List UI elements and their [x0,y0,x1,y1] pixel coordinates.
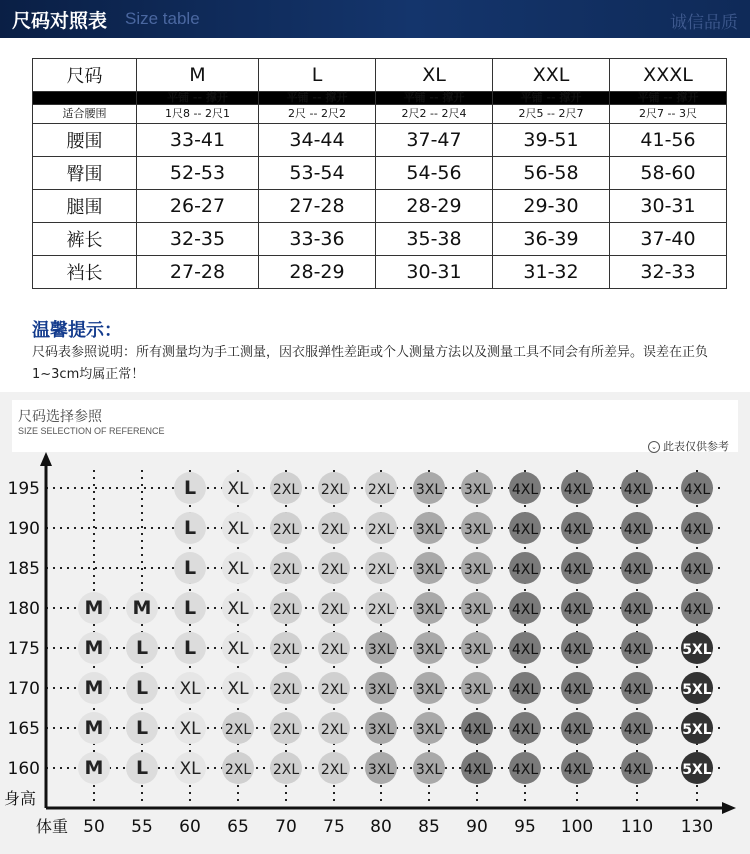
table-cell: 31-32 [493,256,610,289]
size-marker-label: 2XL [320,482,348,498]
size-marker-label: 3XL [463,682,491,698]
size-marker-label: L [135,717,149,739]
header-brand: 诚信品质 [670,13,738,33]
weight-tick-label: 60 [179,817,201,837]
size-marker-label: XL [227,679,249,699]
size-marker-label: 4XL [563,762,591,778]
weight-tick-label: 110 [620,817,654,837]
size-marker-label: 3XL [367,682,395,698]
weight-tick-label: 50 [83,817,105,837]
size-marker-label: 4XL [511,522,539,538]
row-label-rise: 裆长 [33,256,137,289]
size-marker-label: 2XL [272,762,300,778]
size-marker-label: 2XL [224,762,252,778]
table-cell: 37-40 [610,223,727,256]
table-cell: 37-47 [376,124,493,157]
size-marker-label: 4XL [511,762,539,778]
size-marker-label: 4XL [563,482,591,498]
table-cell: 26-27 [137,190,259,223]
size-marker-label: 4XL [511,482,539,498]
size-marker-label: L [135,637,149,659]
table-cell: 56-58 [493,157,610,190]
chevron-down-icon: ⌄ [648,441,660,453]
size-marker-label: 4XL [683,482,711,498]
size-marker-label: 3XL [367,722,395,738]
height-tick-label: 160 [7,759,40,779]
size-marker-label: 2XL [320,522,348,538]
measure-method: 平铺 -- 撑开 [493,92,610,105]
header-title-en: Size table [125,9,200,28]
size-marker-label: 4XL [623,602,651,618]
height-tick-label: 175 [7,639,40,659]
size-marker-label: 2XL [367,562,395,578]
weight-tick-label: 55 [131,817,153,837]
size-marker-label: 5XL [682,682,712,698]
height-tick-label: 165 [7,719,40,739]
size-marker-label: L [135,757,149,779]
size-marker-label: 2XL [367,522,395,538]
y-axis-arrow [40,452,52,466]
size-marker-label: 4XL [511,562,539,578]
size-marker-label: 4XL [683,602,711,618]
size-marker-label: 2XL [272,562,300,578]
size-marker-label: 4XL [511,682,539,698]
size-marker-label: 2XL [320,562,348,578]
size-marker-label: 2XL [272,522,300,538]
size-marker-label: L [183,517,197,539]
size-marker-label: 3XL [415,602,443,618]
size-marker-label: 3XL [415,762,443,778]
size-marker-label: 4XL [683,562,711,578]
table-cell: 28-29 [259,256,376,289]
table-cell: 58-60 [610,157,727,190]
size-marker-label: 3XL [463,642,491,658]
measure-method: 平铺 -- 撑开 [610,92,727,105]
size-col-xxl: XXL [493,59,610,92]
table-cell: 53-54 [259,157,376,190]
size-marker-label: 5XL [682,762,712,778]
table-cell: 29-30 [493,190,610,223]
size-marker-label: 2XL [320,762,348,778]
table-cell: 36-39 [493,223,610,256]
size-marker-label: M [84,757,104,779]
table-cell: 32-35 [137,223,259,256]
size-marker-label: 2XL [272,682,300,698]
x-axis-arrow [722,802,736,814]
reference-title: 尺码选择参照 [18,409,102,425]
size-marker-label: 4XL [463,722,491,738]
fit-waist-value: 2尺5 -- 2尺7 [493,105,610,124]
size-marker-label: 4XL [563,682,591,698]
size-col-l: L [259,59,376,92]
size-marker-label: 2XL [320,722,348,738]
size-marker-label: 2XL [320,602,348,618]
size-marker-label: 2XL [224,722,252,738]
size-marker-label: 2XL [272,722,300,738]
tips-text: 尺码表参照说明：所有测量均为手工测量，因衣服弹性差距或个人测量方法以及测量工具不同会有所差异。误差在正负1~3cm均属正常！ [32,345,709,382]
row-label-thigh: 腿围 [33,190,137,223]
size-marker-label: 2XL [367,482,395,498]
size-marker-label: 2XL [272,642,300,658]
size-marker-label: 4XL [623,722,651,738]
size-marker-label: 4XL [511,642,539,658]
size-marker-label: L [183,637,197,659]
fit-waist-value: 2尺2 -- 2尺4 [376,105,493,124]
table-cell: 28-29 [376,190,493,223]
table-cell: 41-56 [610,124,727,157]
size-col-xxxl: XXXL [610,59,727,92]
size-marker-label: 2XL [272,482,300,498]
table-cell: 39-51 [493,124,610,157]
size-marker-label: XL [227,559,249,579]
table-cell: 30-31 [376,256,493,289]
size-marker-label: 3XL [463,482,491,498]
size-marker-label: 4XL [683,522,711,538]
weight-tick-label: 85 [418,817,440,837]
size-marker-label: 3XL [463,602,491,618]
size-marker-label: XL [227,639,249,659]
weight-tick-label: 65 [227,817,249,837]
size-marker-label: M [84,677,104,699]
size-marker-label: 3XL [415,682,443,698]
size-marker-label: 3XL [415,642,443,658]
table-cell: 27-28 [259,190,376,223]
size-marker-label: 4XL [563,642,591,658]
size-marker-label: XL [179,719,201,739]
weight-tick-label: 80 [370,817,392,837]
height-tick-label: 185 [7,559,40,579]
size-marker-label: 3XL [415,522,443,538]
size-marker-label: M [84,637,104,659]
height-tick-label: 195 [7,479,40,499]
reference-note-text: 此表仅供参考 [663,440,729,453]
size-col-m: M [137,59,259,92]
size-marker-label: 3XL [367,762,395,778]
weight-tick-label: 100 [560,817,594,837]
height-tick-label: 190 [7,519,40,539]
size-marker-label: 2XL [320,682,348,698]
size-marker-label: 4XL [623,522,651,538]
size-marker-label: 4XL [623,682,651,698]
weight-tick-label: 95 [514,817,536,837]
size-marker-label: 2XL [367,602,395,618]
size-marker-label: 4XL [511,602,539,618]
size-marker-label: 4XL [563,602,591,618]
table-cell: 34-44 [259,124,376,157]
size-col-xl: XL [376,59,493,92]
header-title: 尺码对照表 [12,10,108,32]
size-marker-label: 3XL [415,482,443,498]
size-marker-label: M [84,717,104,739]
size-marker-label: L [183,477,197,499]
size-marker-label: 4XL [463,762,491,778]
measure-method: 平铺 -- 撑开 [376,92,493,105]
table-cell: 35-38 [376,223,493,256]
size-marker-label: 5XL [682,642,712,658]
size-marker-label: L [183,557,197,579]
y-axis-label: 身高 [4,789,37,808]
fit-waist-value: 2尺 -- 2尺2 [259,105,376,124]
size-marker-label: 3XL [415,562,443,578]
weight-tick-label: 90 [466,817,488,837]
size-marker-label: XL [179,759,201,779]
tips-title: 温馨提示： [32,320,122,341]
reference-title-en: SIZE SELECTION OF REFERENCE [18,426,165,436]
size-marker-label: L [135,677,149,699]
height-tick-label: 170 [7,679,40,699]
table-cell: 30-31 [610,190,727,223]
size-marker-label: XL [227,479,249,499]
size-marker-label: 3XL [367,642,395,658]
x-axis-label: 体重 [36,817,69,836]
size-marker-label: 4XL [563,722,591,738]
height-tick-label: 180 [7,599,40,619]
weight-tick-label: 75 [323,817,345,837]
size-marker-label: 4XL [623,762,651,778]
table-cell: 27-28 [137,256,259,289]
size-marker-label: 4XL [563,522,591,538]
size-marker-label: 4XL [623,562,651,578]
measure-method: 平铺 -- 撑开 [259,92,376,105]
size-marker-label: 3XL [463,562,491,578]
size-marker-label: 2XL [272,602,300,618]
table-cell: 54-56 [376,157,493,190]
measure-method: 平铺 -- 撑开 [137,92,259,105]
row-label-hip: 臀围 [33,157,137,190]
weight-tick-label: 130 [680,817,714,837]
size-marker-label: 4XL [511,722,539,738]
row-label-length: 裤长 [33,223,137,256]
size-marker-label: 3XL [415,722,443,738]
weight-tick-label: 70 [275,817,297,837]
fit-waist-value: 1尺8 -- 2尺1 [137,105,259,124]
table-cell: 32-33 [610,256,727,289]
size-marker-label: 2XL [320,642,348,658]
size-marker-label: 4XL [563,562,591,578]
fit-waist-value: 2尺7 -- 3尺 [610,105,727,124]
size-marker-label: M [84,597,104,619]
fit-waist-label: 适合腰围 [33,105,137,124]
size-marker-label: 4XL [623,642,651,658]
size-marker-label: 5XL [682,722,712,738]
size-marker-label: 4XL [623,482,651,498]
row-label-waist: 腰围 [33,124,137,157]
table-cell: 52-53 [137,157,259,190]
size-marker-label: M [132,597,152,619]
size-marker-label: XL [227,599,249,619]
size-marker-label: XL [227,519,249,539]
size-header-label: 尺码 [33,59,137,92]
size-marker-label: L [183,597,197,619]
table-cell: 33-36 [259,223,376,256]
size-marker-label: 3XL [463,522,491,538]
table-cell: 33-41 [137,124,259,157]
size-marker-label: XL [179,679,201,699]
